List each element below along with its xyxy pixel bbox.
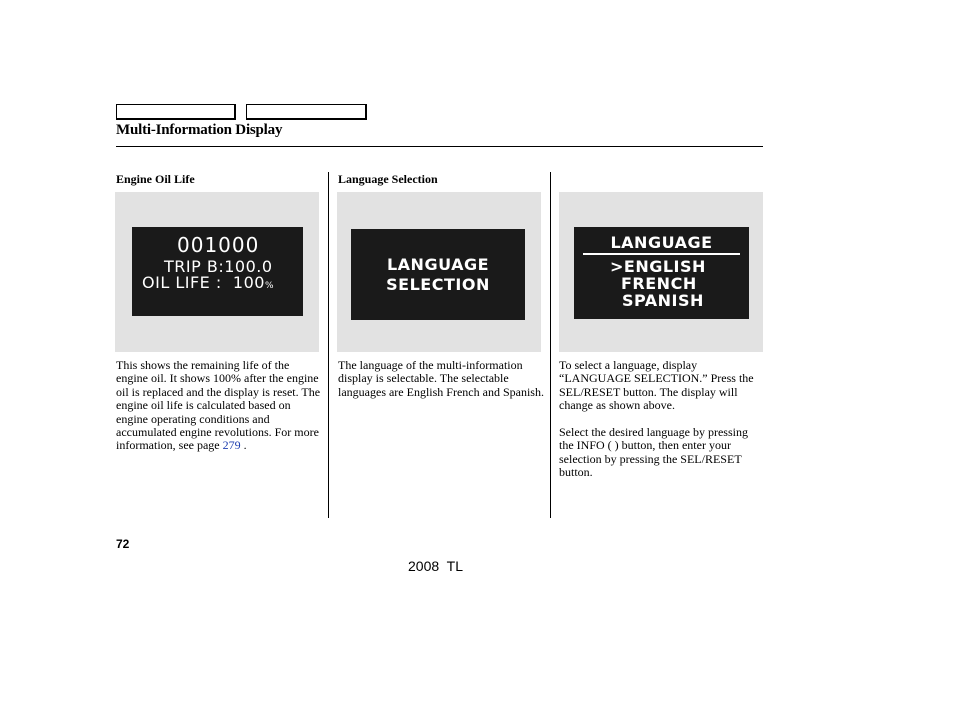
oil-life-text-end: . bbox=[240, 438, 247, 453]
column-divider-2 bbox=[550, 172, 551, 518]
menu-option-english: >ENGLISH bbox=[610, 257, 706, 276]
language-selection-screen bbox=[351, 229, 525, 320]
page-title: Multi-Information Display bbox=[116, 122, 283, 138]
language-menu-underline bbox=[583, 253, 740, 255]
language-menu-header: LANGUAGE bbox=[610, 233, 713, 252]
column-divider-1 bbox=[328, 172, 329, 518]
select-language-instructions: To select a language, display “LANGUAGE SELECTION.” Press the SEL/RESET button. The display will change as shown above. bbox=[559, 358, 754, 413]
model-label: 2008 TL bbox=[408, 558, 464, 574]
language-menu-figure bbox=[559, 192, 763, 352]
oil-life-description bbox=[116, 359, 322, 453]
oil-life-figure bbox=[115, 192, 319, 352]
language-selection-heading: Language Selection bbox=[338, 172, 438, 186]
oil-life-text: This shows the remaining life of the engine oil. It shows 100% after the engine oil is replaced and the display is reset. The engine oil life is calculated based on engine operating conditions and accumulated engine revolutions. For more information, see page bbox=[116, 358, 321, 453]
oil-life-heading: Engine Oil Life bbox=[116, 172, 195, 186]
title-divider bbox=[116, 146, 763, 147]
nav-tab-box-1[interactable] bbox=[116, 104, 236, 120]
confirm-language-instructions: Select the desired language by pressing the INFO ( ) button, then enter your selection by pressing the SEL/RESET button. bbox=[559, 425, 748, 480]
trip-readout: TRIP B:100.0 bbox=[164, 257, 273, 276]
language-label: LANGUAGE bbox=[386, 255, 490, 274]
language-menu-screen bbox=[574, 227, 749, 319]
oil-life-readout bbox=[142, 275, 274, 291]
oil-life-display-screen bbox=[132, 227, 303, 316]
page-reference-link[interactable]: 279 bbox=[222, 438, 241, 453]
odometer-readout: 001000 bbox=[177, 233, 260, 257]
page-number: 72 bbox=[116, 537, 130, 551]
selection-label: SELECTION bbox=[386, 275, 490, 294]
language-description: The language of the multi-information display is selectable. The selectable languages are English French and Spanish. bbox=[338, 358, 544, 399]
percent-sign: % bbox=[264, 281, 275, 291]
language-selection-figure bbox=[337, 192, 541, 352]
menu-option-spanish: SPANISH bbox=[622, 291, 704, 310]
nav-tab-box-2[interactable] bbox=[246, 104, 367, 120]
menu-option-french: FRENCH bbox=[621, 274, 697, 293]
oil-life-value: OIL LIFE : 100 bbox=[142, 273, 265, 292]
